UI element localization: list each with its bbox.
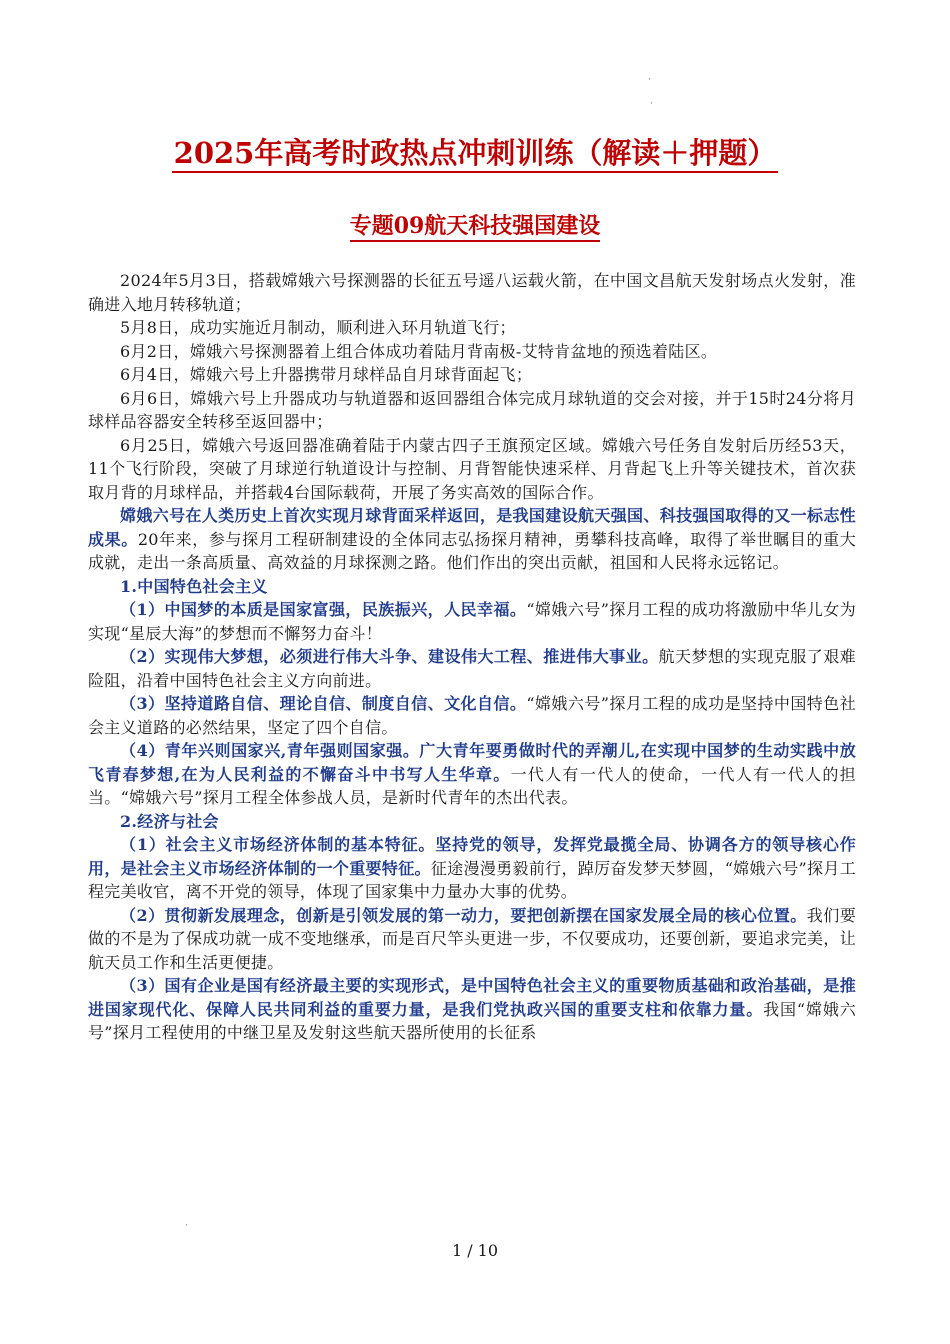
body-paragraph (88, 645, 856, 692)
paragraph-text: 6月4日，嫦娥六号上升器携带月球样品自月球背面起飞； (120, 365, 533, 384)
section-heading: 1.中国特色社会主义 (120, 576, 268, 596)
body-paragraph (88, 692, 856, 739)
emphasis-text: （4）青年兴则国家兴,青年强则国家强。广大青年要勇做时代的弄潮儿,在实现中国梦的生动实践中放飞青春梦想,在为人民利益的不懈奋斗中书写人生华章。 (88, 741, 856, 784)
body-paragraph (88, 434, 856, 505)
paragraph-text: 我们要做的不是为了保成功就一成不变地继承，而是百尺竿头更进一步，不仅要成功，还要创新，要追求完美，让航天员工作和生活更便捷。 (88, 905, 857, 972)
paragraph-text: 征途漫漫勇毅前行，踔厉奋发梦天梦圆，“嫦娥六号”探月工程完美收官，离不开党的领导，体现了国家集中力量办大事的优势。 (88, 858, 856, 901)
paragraph-text: “嫦娥六号”探月工程的成功将激励中华儿女为实现“星辰大海”的梦想而不懈努力奋斗！ (88, 600, 856, 643)
section-heading: 2.经济与社会 (120, 811, 219, 831)
bottom-dot-mark: · (185, 1221, 188, 1231)
emphasis-text: （2）实现伟大梦想，必须进行伟大斗争、建设伟大工程、推进伟大事业。 (120, 647, 659, 666)
document-title (0, 133, 950, 173)
paragraph-text: 20年来，参与探月工程研制建设的全体同志弘扬探月精神，勇攀科技高峰，取得了举世瞩目的重大成就，走出一条高质量、高效益的月球探测之路。他们作出的突出贡献，祖国和人民将永远铭记。 (88, 529, 857, 572)
body-paragraph (88, 316, 856, 340)
paragraph-text: 5月8日，成功实施近月制动，顺利进入环月轨道飞行； (120, 318, 516, 337)
emphasis-text: （2）贯彻新发展理念，创新是引领发展的第一动力，要把创新摆在国家发展全局的核心位置。 (120, 905, 807, 925)
paragraph-text: 航天梦想的实现克服了艰难险阻，沿着中国特色社会主义方向前进。 (88, 647, 856, 690)
body-paragraph (88, 974, 856, 1045)
body-paragraph (88, 363, 856, 387)
emphasis-text: （1）中国梦的本质是国家富强，民族振兴，人民幸福。 (120, 600, 527, 619)
paragraph-text: 2024年5月3日，搭载嫦娥六号探测器的长征五号遥八运载火箭，在中国文昌航天发射场点火发射，准确进入地月转移轨道； (88, 271, 856, 314)
emphasis-text: （3）国有企业是国有经济最主要的实现形式，是中国特色社会主义的重要物质基础和政治基础，是推进国家现代化、保障人民共同利益的重要力量，是我们党执政兴国的重要支柱和依靠力量。 (88, 976, 856, 1019)
paragraph-text: 我国“嫦娥六号”探月工程使用的中继卫星及发射这些航天器所使用的长征系 (88, 999, 856, 1042)
paragraph-text: “嫦娥六号”探月工程的成功是坚持中国特色社会主义道路的必然结果，坚定了四个自信。 (88, 694, 856, 737)
paragraph-text: 6月2日，嫦娥六号探测器着上组合体成功着陆月背南极-艾特肯盆地的预选着陆区。 (120, 341, 718, 361)
body-paragraph (88, 340, 856, 364)
top-dot-mark-1: · (648, 75, 651, 85)
paragraph-text: 6月25日，嫦娥六号返回器准确着陆于内蒙古四子王旗预定区域。嫦娥六号任务自发射后历经53天，11个飞行阶段，突破了月球逆行轨道设计与控制、月背智能快速采样、月背起飞上升等关键技术，首次获取月背的月球样品，并搭载4台国际载荷，开展了务实高效的国际合作。 (88, 435, 856, 502)
paragraph-text: 6月6日，嫦娥六号上升器成功与轨道器和返回器组合体完成月球轨道的交会对接，并于15时24分将月球样品容器安全转移至返回器中； (88, 388, 856, 431)
page-number: 1 / 10 (451, 1241, 499, 1260)
body-paragraph (88, 739, 856, 810)
document-body (88, 269, 856, 1045)
body-paragraph (88, 904, 856, 975)
body-paragraph (88, 269, 856, 316)
body-paragraph (88, 598, 856, 645)
title-text: 2025年高考时政热点冲刺训练（解读＋押题） (172, 136, 779, 173)
emphasis-text: 嫦娥六号在人类历史上首次实现月球背面采样返回，是我国建设航天强国、科技强国取得的又一标志性成果。 (88, 506, 856, 549)
emphasis-text: （1）社会主义市场经济体制的基本特征。坚持党的领导，发挥党最揽全局、协调各方的领导核心作用，是社会主义市场经济体制的一个重要特征。 (88, 835, 856, 878)
subtitle-text: 专题09航天科技强国建设 (350, 213, 601, 242)
body-paragraph (88, 504, 856, 575)
paragraph-text: 一代人有一代人的使命，一代人有一代人的担当。“嫦娥六号”探月工程全体参战人员，是新时代青年的杰出代表。 (88, 764, 856, 807)
body-paragraph (88, 387, 856, 434)
body-paragraph (88, 833, 856, 904)
top-dot-mark-2: · (650, 99, 653, 109)
emphasis-text: （3）坚持道路自信、理论自信、制度自信、文化自信。 (120, 694, 527, 713)
document-subtitle (0, 208, 950, 244)
